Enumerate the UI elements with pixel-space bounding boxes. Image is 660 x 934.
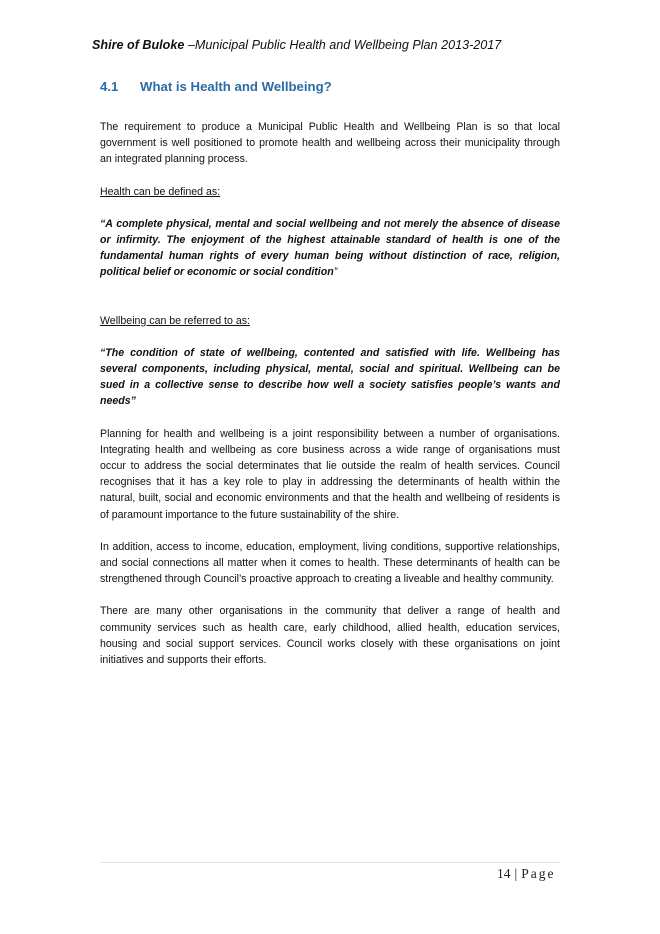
intro-paragraph: The requirement to produce a Municipal Public Health and Wellbeing Plan is so that local government is well positioned to promote health and wellbeing across their municipality through an integrated planning process. [100, 121, 560, 166]
health-definition-label: Health can be defined as: [100, 185, 221, 198]
health-quote-close: ” [333, 266, 338, 279]
section-number: 4.1 [100, 79, 119, 94]
health-quote-text: “A complete physical, mental and social wellbeing and not merely the absence of disease or infirmity. The enjoyment of the highest attainable standard of health is one of the fundamental human rights of every human being without distinction of race, religion, political belief or economic or social condition [100, 217, 560, 279]
health-definition-quote [100, 216, 560, 281]
running-header [92, 38, 501, 52]
organisations-paragraph: There are many other organisations in the community that deliver a range of health and community services such as health care, early childhood, allied health, education services, housing and social support services. Council works closely with these organisations on joint initiatives and supports their efforts. [100, 605, 560, 667]
planning-paragraph: Planning for health and wellbeing is a joint responsibility between a number of organisations. Integrating health and wellbeing as core business across a wide range of organisations must occur to address the social determinates that lie outside the realm of health services. Council recognises that it has a key role to play in addressing the determinants of health within the natural, built, social and economic environments and that the health and wellbeing of residents is of paramount importance to the future sustainability of the shire. [100, 427, 560, 521]
section-heading [100, 79, 332, 94]
determinants-paragraph: In addition, access to income, education, employment, living conditions, supportive relationships, and social connections all matter when it comes to health. These determinants of health can be strengthened through Council’s proactive approach to creating a liveable and healthy community. [100, 540, 560, 586]
header-document-title: –Municipal Public Health and Wellbeing Plan 2013-2017 [184, 38, 502, 52]
page-number-footer [497, 866, 555, 882]
page-content [100, 119, 560, 668]
footer-divider [100, 862, 560, 863]
section-title: What is Health and Wellbeing? [140, 79, 332, 94]
wellbeing-definition-label: Wellbeing can be referred to as: [100, 314, 250, 327]
page-word: Page [521, 866, 556, 881]
header-organisation: Shire of Buloke [92, 38, 185, 52]
wellbeing-definition-quote: “The condition of state of wellbeing, contented and satisfied with life. Wellbeing has several components, including physical, mental, social and spiritual. Wellbeing can be sued in a collective sense to describe how well a society satisfies people’s wants and needs” [100, 346, 560, 408]
page-number: 14 [497, 866, 511, 881]
page-separator: | [514, 866, 518, 881]
